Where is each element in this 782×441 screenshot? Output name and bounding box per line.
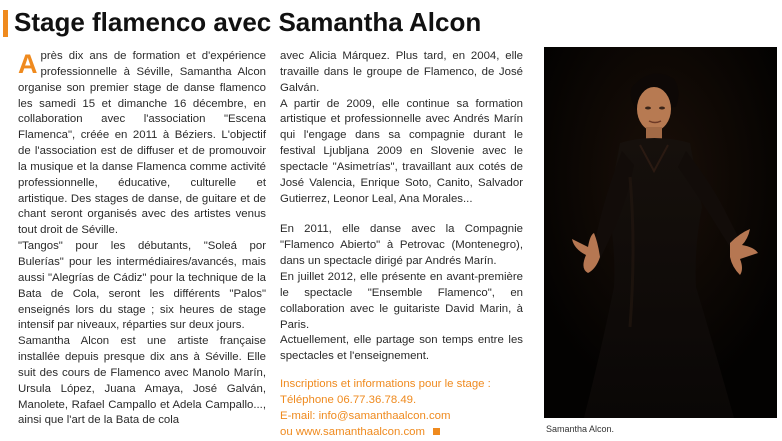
contact-spacer xyxy=(280,365,523,377)
paragraph-biography: Samantha Alcon est une artiste française installée depuis presque dix ans à Séville. Elle suit des cours de Flamenco avec Manolo Marín, Ursula López, Juana Amaya, José Galván, Manolete, Rafael Campallo et Adela Campallo..., ainsi que l'art de la Bata de cola xyxy=(18,335,266,427)
contact-website-row xyxy=(280,425,523,441)
contact-block xyxy=(280,377,523,440)
paragraph-2009: A partir de 2009, elle continue sa formation artistique et professionnelle avec Andrés Marín qui l'engage dans sa compagnie durant le festival Ljubljana 2009 en Slovenie avec le spectacle "Asimetrías", travaillant aux cotés de José Valencia, Enrique Soto, Canito, Salvador Gutierrez, Leonor Leal, Ana Morales... xyxy=(280,97,523,205)
photo-caption: Samantha Alcon. xyxy=(546,424,615,434)
dancer-photo xyxy=(544,47,777,418)
paragraph-2011: En 2011, elle danse avec la Compagnie "Flamenco Abierto" à Petrovac (Montenegro), dans un spectacle dirigé par Andrés Marín. xyxy=(280,223,523,268)
end-square-icon xyxy=(433,428,440,435)
dancer-illustration xyxy=(544,47,777,418)
paragraph-spacer xyxy=(280,207,523,222)
drop-cap: A xyxy=(18,49,38,79)
contact-email[interactable]: E-mail: info@samanthaalcon.com xyxy=(280,409,451,422)
article-column-1 xyxy=(18,49,266,429)
intro-text: près dix ans de formation et d'expérience professionnelle à Séville, Samantha Alcon organise son premier stage de danse flamenco les samedi 15 et dimanche 16 décembre, en collaboration avec l'association "Escena Flamenca", créée en 2011 à Béziers. L'objectif de l'association est de diffuser et de promouvoir la musique et la danse Flamenca comme activité professionnelle, éducative, culturelle et artistique. Des stages de danse, de guitare et de chant seront organisés avec des artistes venus tout droit de Séville. xyxy=(18,50,266,237)
article-title xyxy=(14,6,481,38)
paragraph-intro xyxy=(18,49,266,239)
contact-phone: Téléphone 06.77.36.78.49. xyxy=(280,393,417,406)
article-column-2 xyxy=(280,49,523,440)
paragraph-2012: En juillet 2012, elle présente en avant-première le spectacle "Ensemble Flamenco", en collaboration avec le guitariste David Marin, à Paris. xyxy=(280,270,523,331)
contact-website[interactable]: ou www.samanthaalcon.com xyxy=(280,425,425,438)
paragraph-bio-continued: avec Alicia Márquez. Plus tard, en 2004, elle travaille dans le groupe de Flamenco, de José Galván. xyxy=(280,50,523,94)
title-bold: avec Samantha Alcon xyxy=(213,7,482,37)
contact-heading: Inscriptions et informations pour le stage : xyxy=(280,378,491,391)
paragraph-classes: "Tangos" pour les débutants, "Soleá por Bulerías" pour les intermédiaires/avancés, mais aussi "Alegrías de Cádiz" pour la technique de la Bata de Cola, seront les différents "Palos" enseignés lors du stage ; six heures de stage intensif par niveaux, réparties sur deux jours. xyxy=(18,240,266,332)
dancer-face xyxy=(637,87,671,131)
title-normal: Stage flamenco xyxy=(14,7,214,37)
title-accent-bar xyxy=(3,10,8,37)
paragraph-currently: Actuellement, elle partage son temps entre les spectacles et l'enseignement. xyxy=(280,334,523,363)
